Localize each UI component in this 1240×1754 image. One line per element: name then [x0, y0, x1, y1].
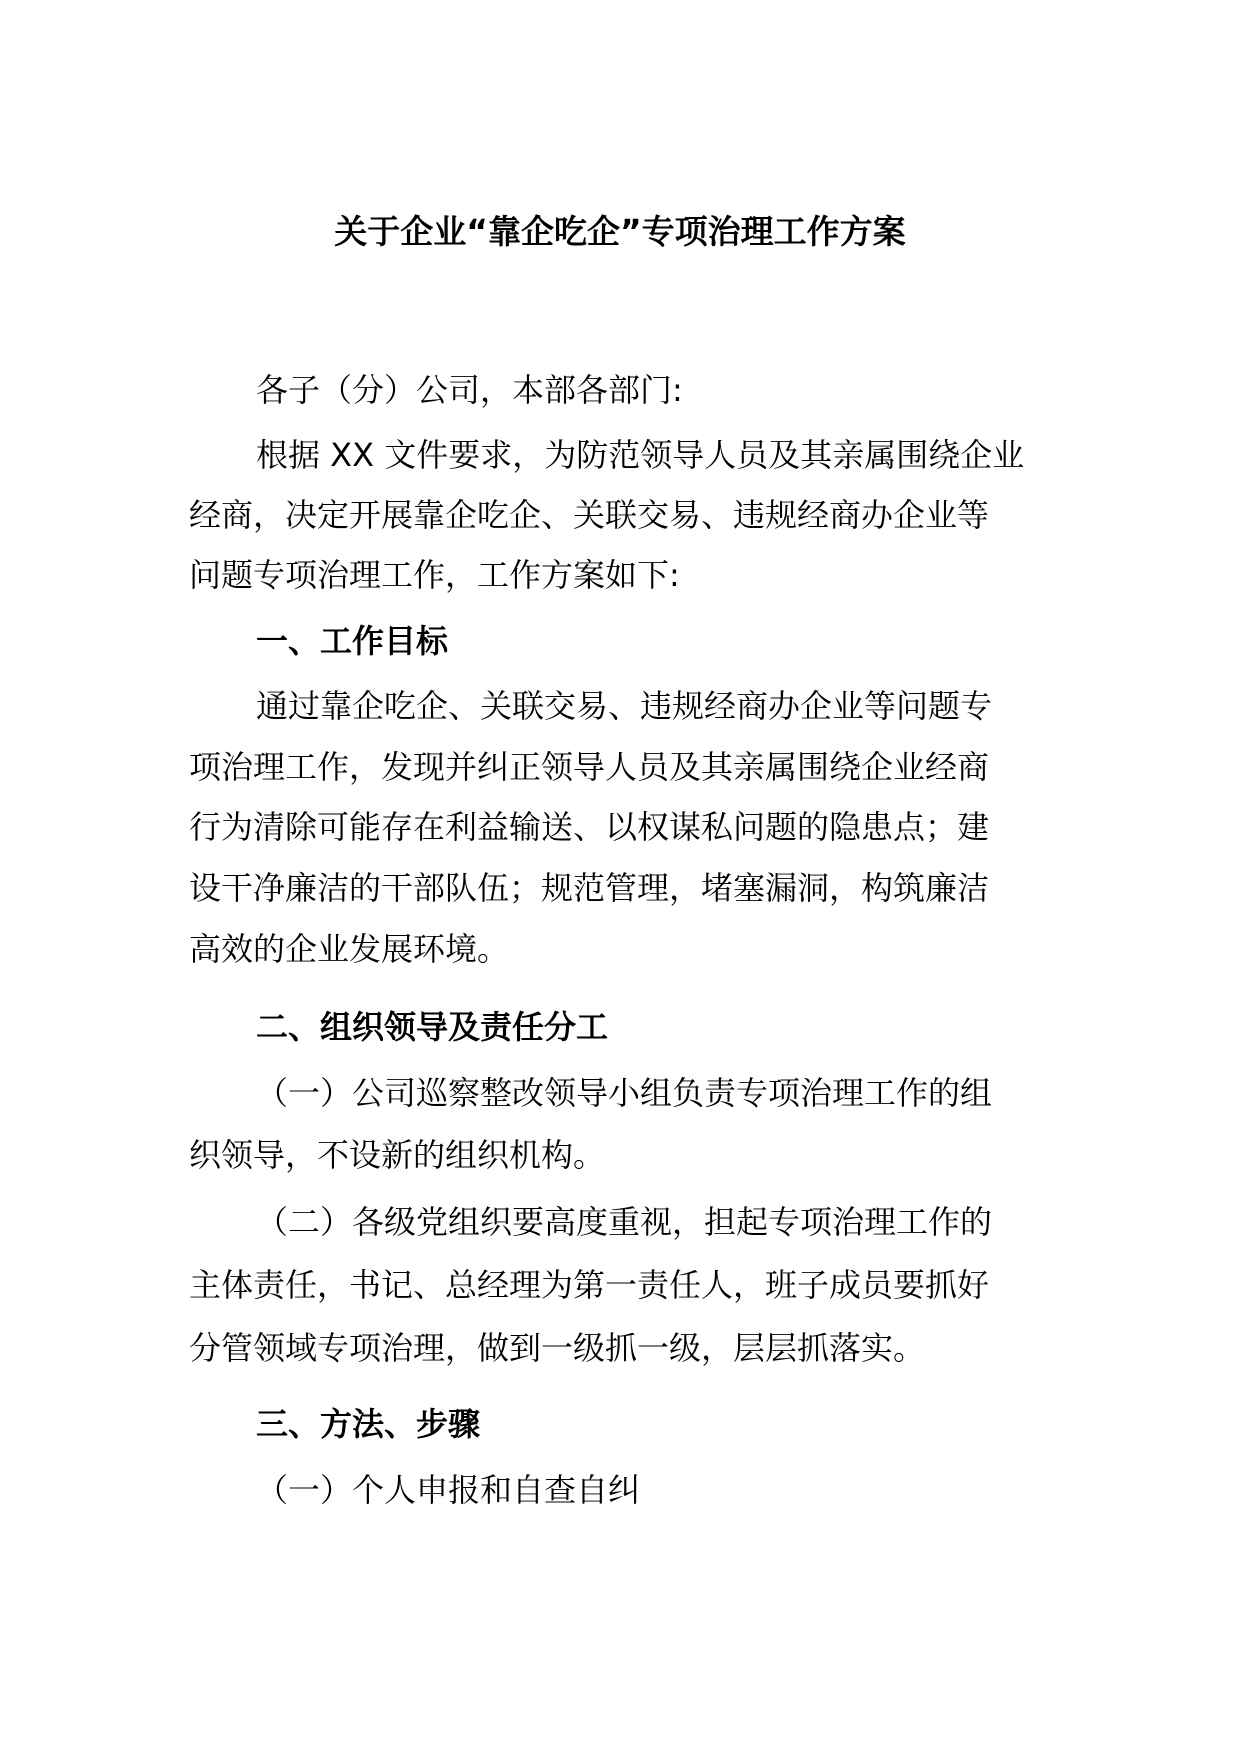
- intro-line-2: 经商，决定开展靠企吃企、关联交易、违规经商办企业等: [189, 496, 990, 534]
- section-2-heading: 二、组织领导及责任分工: [256, 1008, 609, 1046]
- section-1-line-3: 行为清除可能存在利益输送、以权谋私问题的隐患点；建: [189, 808, 990, 846]
- section-1-line-2: 项治理工作，发现并纠正领导人员及其亲属围绕企业经商: [189, 748, 990, 786]
- section-1-line-4: 设干净廉洁的干部队伍；规范管理，堵塞漏洞，构筑廉洁: [189, 869, 990, 907]
- section-2-item-2-line-3: 分管领域专项治理，做到一级抓一级，层层抓落实。: [189, 1329, 926, 1367]
- intro-line-1: 根据 XX 文件要求，为防范领导人员及其亲属围绕企业: [256, 436, 1025, 474]
- intro-line-3: 问题专项治理工作，工作方案如下:: [189, 556, 680, 594]
- section-2-item-1-line-1: （一）公司巡察整改领导小组负责专项治理工作的组: [256, 1074, 993, 1112]
- section-3-sub-1: （一）个人申报和自查自纠: [256, 1471, 641, 1509]
- document-title: 关于企业“靠企吃企”专项治理工作方案: [334, 212, 906, 251]
- salutation: 各子（分）公司，本部各部门:: [256, 371, 683, 409]
- section-1-line-5: 高效的企业发展环境。: [189, 930, 510, 968]
- section-1-heading: 一、工作目标: [256, 622, 449, 660]
- section-1-line-1: 通过靠企吃企、关联交易、违规经商办企业等问题专: [256, 687, 993, 725]
- section-2-item-1-line-2: 织领导，不设新的组织机构。: [189, 1136, 606, 1174]
- section-2-item-2-line-2: 主体责任，书记、总经理为第一责任人，班子成员要抓好: [189, 1266, 990, 1304]
- section-2-item-2-line-1: （二）各级党组织要高度重视，担起专项治理工作的: [256, 1203, 993, 1241]
- section-3-heading: 三、方法、步骤: [256, 1405, 481, 1443]
